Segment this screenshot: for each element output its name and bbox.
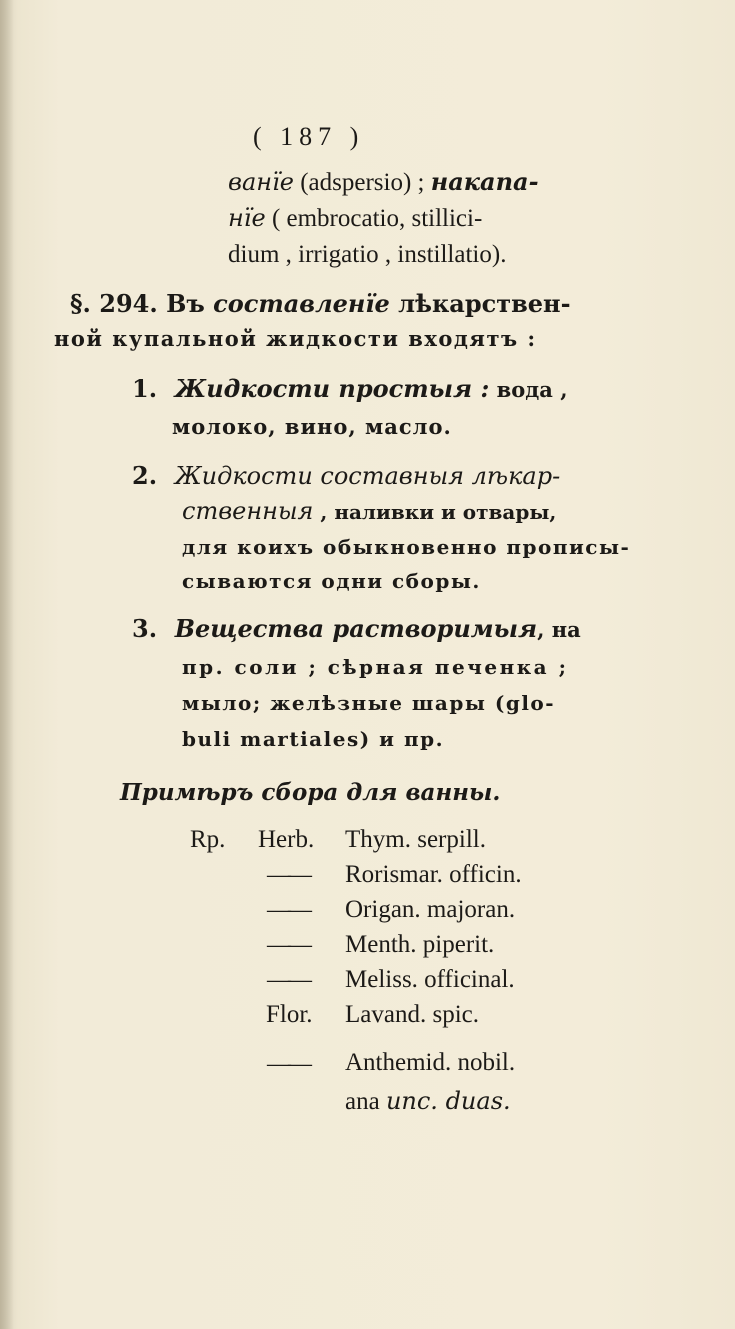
recipe-col2: Origan. majoran.	[345, 896, 516, 923]
item-text: , наливки и отвары,	[313, 500, 557, 524]
recipe-col2: Thym. serpill.	[345, 826, 486, 853]
list-item-2-line: сываются одни сборы.	[182, 569, 481, 593]
section-line-1	[70, 289, 571, 319]
item-number: 2.	[132, 461, 158, 490]
recipe-dash: ——	[267, 897, 309, 923]
list-item-2-line: для коихъ обыкновенно прописы-	[182, 535, 631, 559]
list-item-2-line	[182, 496, 556, 527]
binding-shadow	[0, 0, 14, 1329]
recipe-col2: Menth. piperit.	[345, 931, 495, 958]
section-line-2: ной купальной жидкости входятъ :	[54, 326, 537, 351]
list-item-3-line: мыло; желѣзные шары (glo-	[182, 691, 556, 715]
item-number: 1.	[132, 374, 158, 403]
text-span: unc. duas.	[385, 1087, 511, 1115]
text-span: лѣкарствен-	[389, 289, 571, 318]
recipe-dash: ——	[267, 862, 309, 888]
recipe-dash: ——	[267, 932, 309, 958]
recipe-final	[345, 1086, 511, 1117]
item-text: вода ,	[489, 377, 568, 402]
example-title: Примѣръ сбора для ванны.	[120, 779, 501, 806]
text-line-1	[228, 167, 539, 198]
text-span: накапа-	[430, 167, 539, 196]
list-item-2	[132, 461, 560, 491]
recipe-dash: ——	[267, 1051, 309, 1077]
item-text: , на	[537, 617, 581, 642]
text-span: ana	[345, 1088, 386, 1115]
list-item-1	[132, 374, 568, 405]
recipe-col1: Flor.	[266, 1001, 313, 1028]
item-number: 3.	[132, 614, 158, 643]
list-item-3	[132, 614, 581, 645]
recipe-col2: Meliss. officinal.	[345, 966, 515, 993]
item-title: Вещества растворимыя	[174, 614, 538, 643]
recipe-col2: Anthemid. nobil.	[345, 1049, 516, 1076]
list-item-1-line: молоко, вино, масло.	[172, 414, 452, 439]
text-span: dium , irrigatio , instillatio).	[228, 241, 507, 268]
recipe-dash: ——	[267, 967, 309, 993]
text-span: нїе	[228, 204, 266, 232]
section-number: §. 294. Въ	[70, 289, 214, 318]
recipe-col2: Lavand. spic.	[345, 1001, 479, 1028]
text-span: (adspersio) ;	[293, 169, 431, 196]
recipe-col2: Rorismar. officin.	[345, 861, 522, 888]
list-item-3-line: buli martiales) и пр.	[182, 727, 445, 751]
text-span: ( embrocatio, stillici-	[265, 205, 483, 232]
text-line-3	[228, 239, 506, 270]
item-title: Жидкости простыя :	[174, 374, 490, 403]
item-title: ственныя	[182, 497, 314, 525]
page-number: ( 187 )	[253, 122, 365, 151]
recipe-col1: Herb.	[258, 826, 315, 853]
recipe-rp: Rp.	[190, 826, 226, 853]
list-item-3-line: пр. соли ; сѣрная печенка ;	[182, 655, 569, 679]
text-span: составленїе	[213, 289, 390, 318]
text-span: ванїе	[228, 168, 294, 196]
item-title: Жидкости составныя лѣкар-	[174, 462, 561, 490]
text-line-2	[228, 203, 482, 234]
